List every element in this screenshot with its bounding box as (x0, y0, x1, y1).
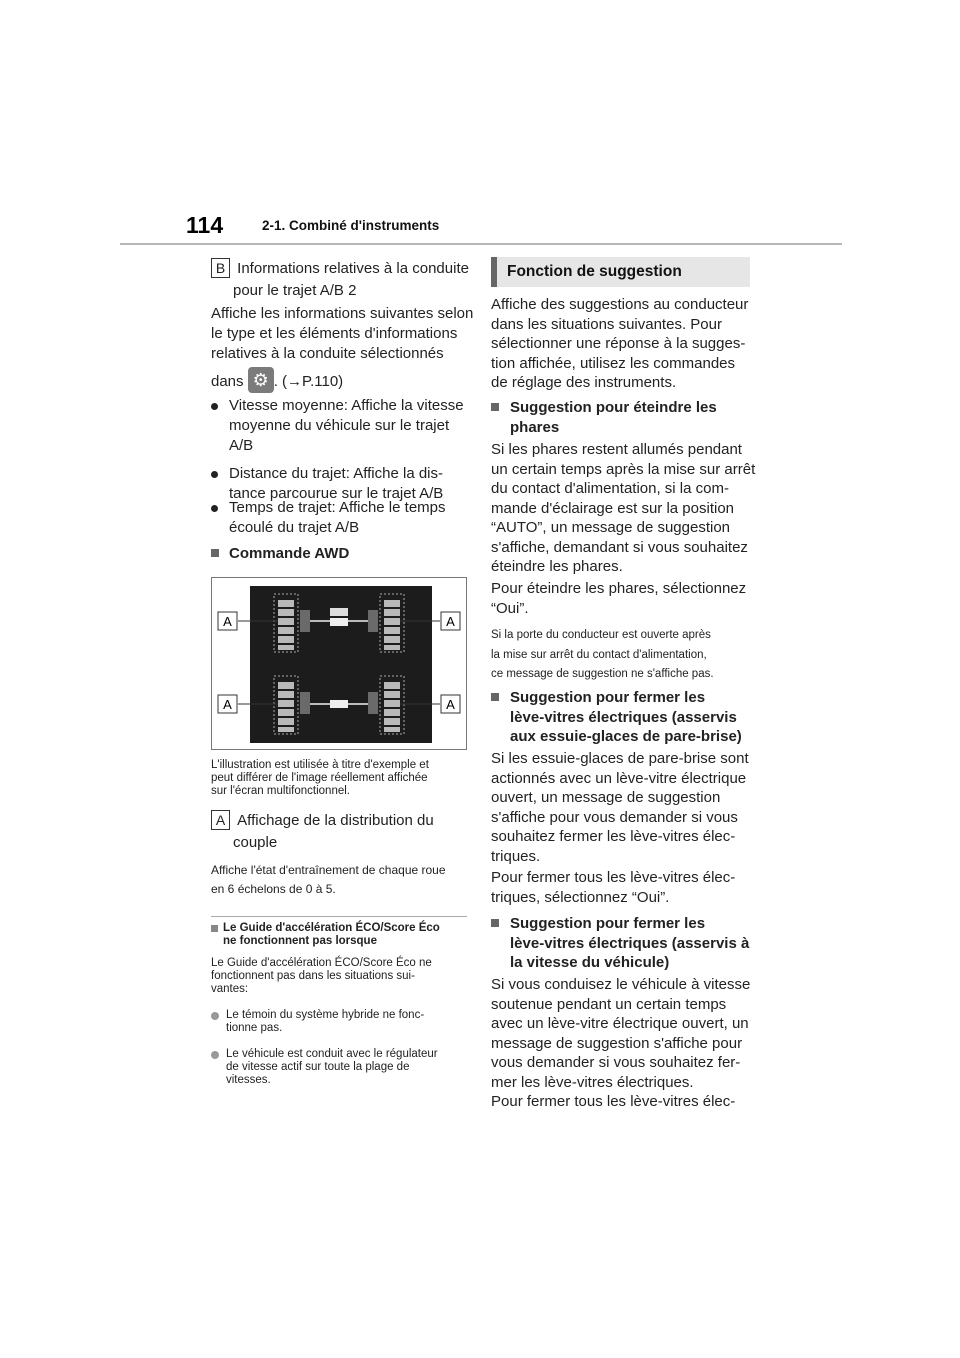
subheading-windows-speed (491, 914, 749, 973)
text-line: avec un lève-vitre électrique ouvert, un (491, 1015, 749, 1032)
chapter-title: 2-1. Combiné d'instruments (262, 218, 440, 233)
text-line: s'affiche pour vous demander si vous (491, 808, 738, 826)
bullet-dot-icon (211, 403, 218, 410)
awd-heading (211, 544, 349, 564)
text-line: Si la porte du conducteur est ouverte après (491, 629, 711, 641)
text-line: la vitesse du véhicule) (510, 954, 670, 971)
square-bullet-icon (491, 919, 499, 927)
text-line: Suggestion pour éteindre les (510, 399, 717, 416)
bullet-dot-icon (211, 505, 218, 512)
text-line: Pour fermer tous les lève-vitres élec- (491, 1093, 736, 1110)
bullet-line: écoulé du trajet A/B (229, 519, 360, 536)
text-line: Si les essuie-glaces de pare-brise sont (491, 750, 749, 767)
headlights-body2 (491, 579, 746, 618)
label-b-title (211, 258, 469, 279)
text-line: aux essuie-glaces de pare-brise) (510, 728, 742, 745)
headlights-note (491, 626, 714, 685)
text-line: Pour fermer tous les lève-vitres élec- (491, 869, 736, 886)
label-b-title-line1: Informations relatives à la conduite (237, 260, 469, 277)
desc-line: en 6 échelons de 0 à 5. (211, 882, 336, 896)
subheading-headlights (491, 398, 717, 437)
windows-speed-body2 (491, 1092, 735, 1112)
caption-line: sur l'écran multifonctionnel. (211, 785, 350, 797)
intro-line4 (211, 369, 343, 395)
text-line: Pour éteindre les phares, sélectionnez (491, 580, 747, 597)
bullet-line: Distance du trajet: Affiche la dis- (229, 465, 443, 482)
label-a-box: A (211, 810, 230, 830)
text-line: mer les lève-vitres électriques. (491, 1073, 694, 1091)
label-b-title-line2: pour le trajet A/B 2 (233, 282, 357, 299)
page-number: 114 (186, 212, 224, 238)
note-bullet-line: vitesses. (226, 1074, 271, 1086)
text-line: message de suggestion s'affiche pour (491, 1034, 743, 1052)
text-line: triques. (491, 847, 541, 865)
square-bullet-icon (491, 403, 499, 411)
text-line: Si les phares restent allumés pendant (491, 441, 742, 458)
text-line: du contact d'alimentation, si la com- (491, 480, 729, 497)
note-divider (211, 916, 467, 917)
note-heading-line: ne fonctionnent pas lorsque (223, 935, 377, 947)
label-a-title-line2: couple (233, 834, 278, 851)
header-rule (120, 243, 842, 245)
text-line: la mise sur arrêt du contact d'alimentation, (491, 648, 707, 661)
grey-dot-icon (211, 1051, 219, 1059)
note-bullet-line: Le témoin du système hybride ne fonc- (226, 1009, 425, 1021)
text-line: vous demander si vous souhaitez fer- (491, 1054, 741, 1071)
dans-text: dans (211, 372, 244, 390)
text-line: triques, sélectionnez “Oui”. (491, 888, 670, 906)
caption-line: L'illustration est utilisée à titre d'exemple et (211, 759, 429, 771)
text-line: éteindre les phares. (491, 558, 623, 575)
text-line: lève-vitres électriques (asservis (510, 708, 737, 726)
settings-gear-icon: ⚙ (248, 367, 274, 393)
note-heading-line: Le Guide d'accélération ÉCO/Score Éco (223, 922, 440, 934)
intro-line3: relatives à la conduite sélectionnés (211, 345, 444, 362)
text-line: “AUTO”, un message de suggestion (491, 519, 731, 536)
text-line: souhaitez fermer les lève-vitres élec- (491, 828, 736, 845)
note-line: fonctionnent pas dans les situations sui- (211, 970, 415, 982)
bullet-item (211, 498, 489, 538)
bullet-item (211, 396, 489, 456)
text-line: soutenue pendant un certain temps (491, 995, 727, 1013)
text-line: Affiche des suggestions au conducteur (491, 296, 749, 313)
suggestion-intro (491, 295, 748, 393)
note-heading (211, 922, 440, 948)
intro-line2: le type et les éléments d'informations (211, 325, 458, 342)
note-bullet-line: tionne pas. (226, 1022, 283, 1034)
callout-label-a: A (223, 697, 232, 712)
note-line: vantes: (211, 983, 249, 995)
square-bullet-icon (211, 925, 218, 932)
section-heading: Fonction de suggestion (491, 257, 750, 287)
grey-dot-icon (211, 1012, 219, 1020)
bullet-line: Vitesse moyenne: Affiche la vitesse (229, 397, 464, 414)
callout-label-a: A (446, 614, 455, 629)
windows-speed-body (491, 975, 750, 1092)
windows-wipers-body2 (491, 868, 735, 907)
headlights-body (491, 440, 755, 577)
text-line: mande d'éclairage est sur la position (491, 499, 735, 517)
bullet-line: Temps de trajet: Affiche le temps (229, 499, 446, 516)
windows-wipers-body (491, 749, 749, 866)
text-line: Suggestion pour fermer les (510, 689, 706, 706)
square-bullet-icon (491, 693, 499, 701)
text-line: un certain temps après la mise sur arrêt (491, 460, 756, 478)
bullet-line: A/B (229, 437, 254, 454)
text-line: sélectionner une réponse à la sugges- (491, 335, 746, 352)
text-line: tion affichée, utilisez les commandes (491, 354, 736, 372)
label-a-title-line1: Affichage de la distribution du (237, 812, 434, 829)
text-line: Si vous conduisez le véhicule à vitesse (491, 976, 751, 993)
bullet-line: moyenne du véhicule sur le trajet (229, 417, 450, 434)
torque-distribution-illustration (212, 578, 466, 749)
label-a-title (211, 810, 434, 831)
bullet-line: tance parcourue sur le trajet A/B (229, 485, 444, 502)
note-bullet-line: de vitesse actif sur toute la plage de (226, 1061, 410, 1073)
text-line: “Oui”. (491, 599, 529, 617)
bullet-dot-icon (211, 471, 218, 478)
text-line: s'affiche, demandant si vous souhaitez (491, 538, 748, 556)
callout-label-a: A (446, 697, 455, 712)
awd-figure (211, 577, 467, 750)
intro-line1: Affiche les informations suivantes selon (211, 305, 474, 322)
text-line: dans les situations suivantes. Pour (491, 315, 722, 333)
page-ref: . (→P.110) (273, 372, 344, 390)
note-bullet-line: Le véhicule est conduit avec le régulateur (226, 1048, 438, 1060)
note-line: Le Guide d'accélération ÉCO/Score Éco ne (211, 957, 432, 969)
label-b-box: B (211, 258, 230, 278)
subheading-windows-wipers (491, 688, 742, 747)
text-line: ce message de suggestion ne s'affiche pas. (491, 668, 714, 680)
awd-heading-text: Commande AWD (229, 545, 350, 562)
square-bullet-icon (211, 549, 219, 557)
note-bullet (211, 1009, 424, 1035)
callout-label-a: A (223, 614, 232, 629)
caption-line: peut différer de l'image réellement affichée (211, 772, 428, 784)
text-line: lève-vitres électriques (asservis à (510, 934, 750, 952)
desc-line: Affiche l'état d'entraînement de chaque roue (211, 863, 446, 877)
text-line: ouvert, un message de suggestion (491, 789, 721, 806)
text-line: actionnés avec un lève-vitre électrique (491, 769, 747, 787)
text-line: Suggestion pour fermer les (510, 915, 706, 932)
text-line: de réglage des instruments. (491, 374, 677, 391)
note-bullet (211, 1048, 438, 1087)
text-line: phares (510, 418, 560, 436)
